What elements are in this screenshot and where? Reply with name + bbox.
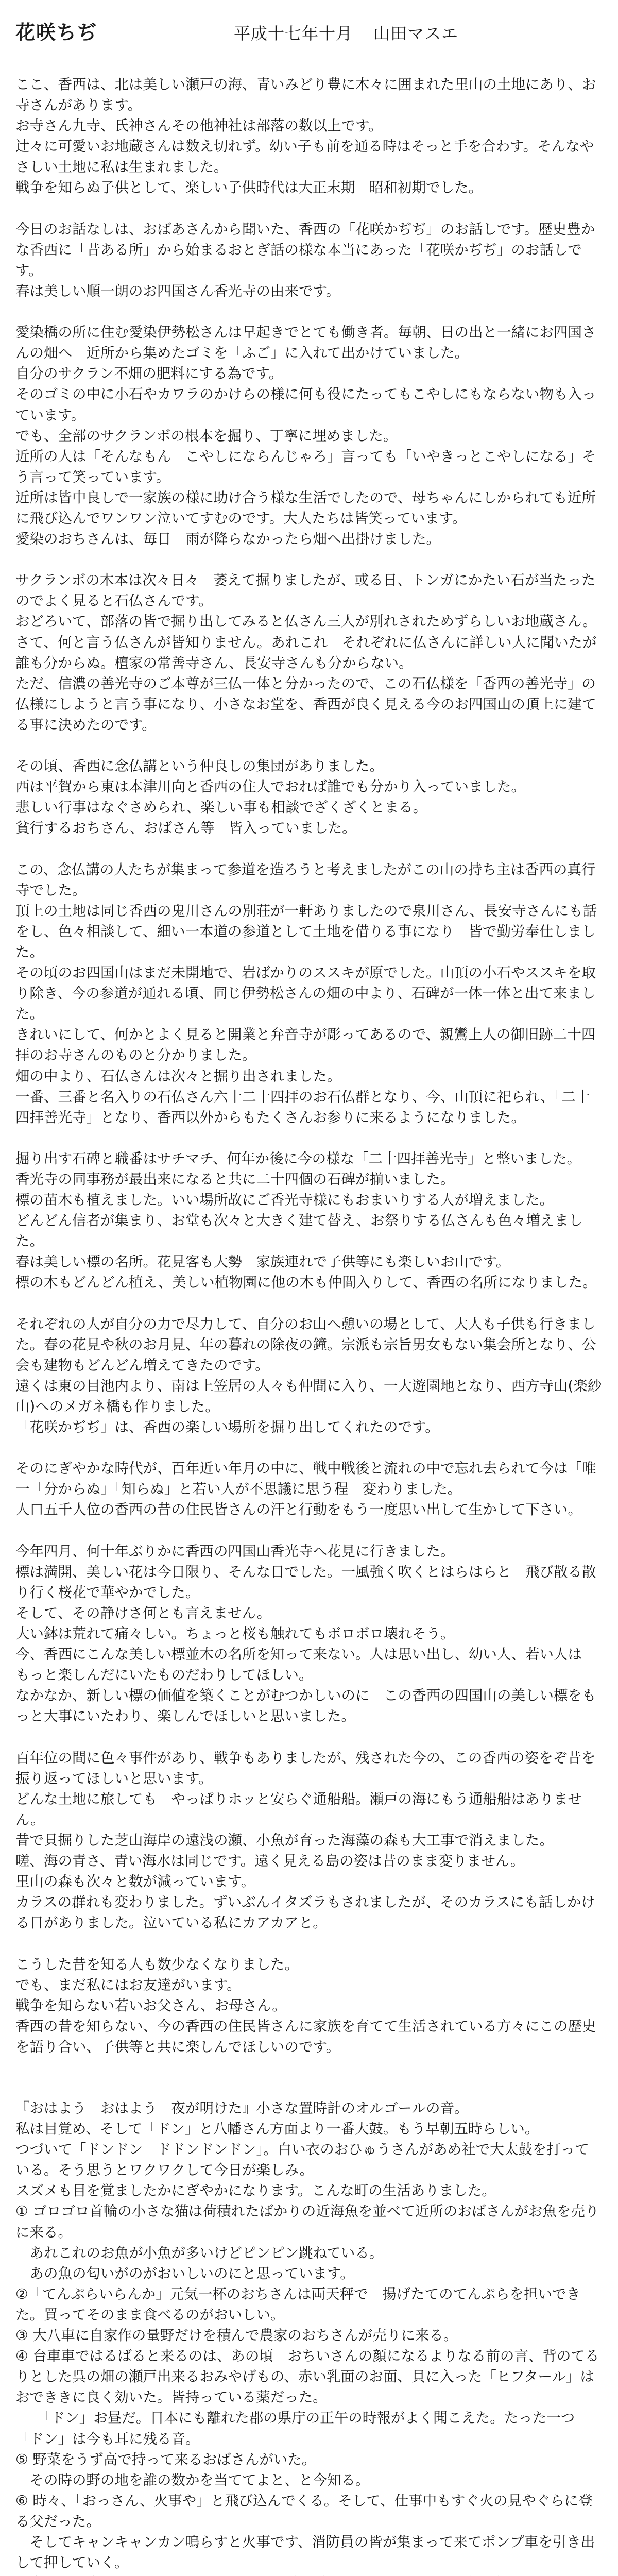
text-line: 『おはよう おはよう 夜が明けた』小さな置時計のオルゴールの音。 — [15, 2100, 469, 2116]
paragraph-spacer — [15, 1128, 603, 1148]
text-line: サクランボの木本は次々日々 萎えて掘りましたが、或る日、トンガにかたい石が当たったのでよく見ると石仏さんです。 — [15, 572, 596, 609]
text-line: 今日のお話なしは、おばあさんから聞いた、香西の「花咲かぢぢ」のお話しです。歴史豊かな香西に「昔ある所」から始まるおとぎ話の様な本当にあった「花咲かぢぢ」のお話しです。 — [15, 221, 595, 279]
document-page — [15, 16, 603, 2576]
text-line: そのにぎやかな時代が、百年近い年月の中に、戦中戦後と流れの中で忘れ去られて今は「唯一「分からぬ」「知らぬ」と若い人が不思議に思う程 変わりました。 — [15, 1460, 596, 1498]
text-line: 香光寺の同事務が最出来になると共に二十四個の石碑が揃いました。 — [15, 1171, 455, 1188]
text-line: お寺さん九寺、氏神さんその他神社は部落の数以上です。 — [15, 117, 383, 134]
document-date: 平成十七年十月 — [234, 24, 353, 43]
paragraph-spacer — [15, 1933, 603, 1954]
paragraph-spacer — [15, 1293, 603, 1314]
text-line: 遠くは東の目池内より、南は上笠居の人々も仲間に入り、一大遊園地となり、西方寺山(楽紗山)へのメガネ橋も作りました。 — [15, 1377, 602, 1415]
text-line: ⑥ 時々、「おっさん、火事や」と飛び込んでくる。そして、仕事中もすぐ火の見やぐらに登る父だった。 — [15, 2492, 593, 2530]
paragraph — [15, 1148, 603, 1293]
text-line: カラスの群れも変わりました。ずいぶんイタズラもされましたが、そのカラスにも話しかける日がありました。泣いている私にカアカアと。 — [15, 1894, 595, 1931]
text-line: 貧行するおちさん、おばさん等 皆入っていました。 — [15, 820, 356, 837]
text-line: 標の苗木も植えました。いい場所故にご香光寺様にもおまいりする人が増えました。 — [15, 1192, 554, 1209]
text-line: 近所の人は「そんなもん こやしにならんじゃろ」言っても「いやきっとこやしになる」そう言って笑っています。 — [15, 448, 596, 485]
text-line: きれいにして、何かとよく見ると開業と弁音寺が彫ってあるので、親鸞上人の御旧跡二十四拝のお寺さんのものと分かりました。 — [15, 1026, 596, 1064]
document-title: 花咲ちぢ — [15, 21, 98, 44]
text-line: 戦争を知らない若いお父さん、お母さん。 — [15, 1997, 286, 2014]
document-body — [15, 74, 603, 2576]
text-line: 標は満開、美しい花は今日限り、そんな日でした。一風強く吹くとはらはらと 飛び散る散り行く桜花で華やかでした。 — [15, 1563, 596, 1601]
text-line: 「ドン」お昼だ。日本にも離れた郡の県庁の正午の時報がよく聞こえた。たった一つ「ドン」は今も耳に残る音。 — [15, 2410, 575, 2447]
text-line: さて、何と言う仏さんが皆知りません。あれこれ それぞれに仏さんに詳しい人に聞いたが誰も分からぬ。檀家の常善寺さん、長安寺さんも分からない。 — [15, 634, 597, 671]
text-line: ① ゴロゴロ首輪の小さな猫は荷積れたばかりの近海魚を並べて近所のおばさんがお魚を売りに来る。 — [15, 2203, 599, 2241]
text-line: 戦争を知らぬ子供として、楽しい子供時代は大正末期 昭和初期でした。 — [15, 179, 483, 196]
text-line: 百年位の間に色々事件があり、戦争もありましたが、残された今の、この香西の姿をぞ昔を振り返ってほしいと思います。 — [15, 1749, 596, 1787]
text-line: 「花咲かぢぢ」は、香西の楽しい場所を掘り出してくれたのです。 — [15, 1419, 439, 1436]
text-line: でも、まだ私にはお友達がいます。 — [15, 1976, 241, 1993]
text-line: 春は美しい順一朗のお四国さん香光寺の由来です。 — [15, 282, 340, 299]
text-line: そのゴミの中に小石やカワラのかけらの様に何も役にたってもこやしにもならない物も入っています。 — [15, 386, 596, 423]
text-line: あれこれのお魚が小魚が多いけどピンピン跳ねている。 — [15, 2244, 384, 2261]
text-line: その頃、香西に念仏講という仲良しの集団がありました。 — [15, 758, 384, 775]
text-line: 標の木もどんどん植え、美しい植物園に他の木も仲間入りして、香西の名所になりました。 — [15, 1274, 597, 1291]
text-line: その頃のお四国山はまだ未開地で、岩ばかりのススキが原でした。山頂の小石やススキを取り除き、今の参道が通れる頃、同じ伊勢松さんの畑の中より、石碑が一体一体と出て来ました。 — [15, 964, 596, 1023]
text-line: ②「てんぷらいらんか」元気一杯のおちさんは両天秤で 揚げたてのてんぷらを担いできた。買ってそのまま食べるのがおいしい。 — [15, 2285, 581, 2323]
text-line: 愛染橋の所に住む愛染伊勢松さんは早起きでとても働き者。毎朝、日の出と一緒にお四国さんの畑へ 近所から集めたゴミを「ふご」に入れて出かけていました。 — [15, 324, 596, 362]
text-line: 辻々に可愛いお地蔵さんは数え切れず。幼い子も前を通る時はそっと手を合わす。そんなやさしい土地に私は生まれました。 — [15, 138, 594, 176]
text-line: ただ、信濃の善光寺のご本尊が三仏一体と分かったので、この石仏様を「香西の善光寺」の仏様にしようと言う事になり、小さなお堂を、香西が良く見える今のお四国山の頂上に建てる事に決めたのです。 — [15, 675, 596, 733]
text-line: 自分のサクラン不畑の肥料にする為です。 — [15, 365, 283, 382]
text-line: 大い鉢は荒れて痛々しい。ちょっと桜も触れてもボロボロ壊れそう。 — [15, 1625, 455, 1642]
text-line: でも、全部のサクランボの根本を掘り、丁寧に埋めました。 — [15, 427, 398, 444]
text-line: 頂上の土地は同じ香西の鬼川さんの別荘が一軒ありましたので泉川さん、長安寺さんにも話をし、色々相談して、細い一本道の参道として土地を借りる事になり 皆で勤労奉仕しました。 — [15, 902, 597, 960]
paragraph — [15, 1314, 603, 1438]
text-line: 悲しい行事はなぐさめられ、楽しい事も相談でざくざくとまる。 — [15, 799, 427, 816]
text-line: 今、香西にこんな美しい標並木の名所を知って来ない。人は思い出し、幼い人、若い人は もっと楽しんだにいたものだわりしてほしい。 — [15, 1646, 596, 1684]
text-line: その時の野の地を誰の数かを当ててよと、と今知る。 — [15, 2471, 370, 2488]
text-line: 人口五千人位の香西の昔の住民皆さんの汗と行動をもう一度思い出して生かして下さい。 — [15, 1501, 582, 1518]
paragraph-spacer — [15, 549, 603, 570]
text-line: どんな土地に旅しても やっぱりホッと安らぐ通船船。瀬戸の海にもう通船船はありません。 — [15, 1790, 582, 1828]
text-line: ⑤ 野菜をうず高で持って来るおばさんがいた。 — [15, 2451, 316, 2468]
paragraph — [15, 2098, 603, 2576]
text-line: 一番、三番と名入りの石仏さん六十二十四拝のお石仏群となり、今、山頂に祀られ、「二十四拝善光寺」となり、香西以外からもたくさんお参りに来るようになりました。 — [15, 1088, 590, 1126]
paragraph — [15, 1458, 603, 1520]
text-line: 近所は皆中良しで一家族の様に助け合う様な生活でしたので、母ちゃんにしかられても近所に飛び込んでワンワン泣いてすむのです。大人たちは皆笑っています。 — [15, 489, 596, 527]
author-name: 山田マスエ — [373, 24, 459, 43]
paragraph — [15, 570, 603, 735]
paragraph-spacer — [15, 1520, 603, 1541]
text-line: どんどん信者が集まり、お堂も次々と大きく建て替え、お祭りする仏さんも色々増えました。 — [15, 1212, 583, 1250]
text-line: そして、その静けさ何とも言えません。 — [15, 1604, 271, 1621]
text-line: 掘り出す石碑と職番はサチマチ、何年か後に今の様な「二十四拝善光寺」と整いました。 — [15, 1150, 581, 1167]
text-line: ④ 台車車ではるばると来るのは、あの頃 おちいさんの顔になるよりなる前の言、背のてるりとした呉の畑の瀬戸出来るおみやげもの、赤い乳面のお面、貝に入った「ヒフタール」はおでききに良く効いた。皆持っている薬だった。 — [15, 2348, 599, 2406]
text-line: あの魚の匂いがのがおいしいのにと思っています。 — [15, 2265, 354, 2282]
paragraph-spacer — [15, 735, 603, 756]
text-line: 昔で貝掘りした芝山海岸の遠浅の瀬、小魚が育った海藻の森も大工事で消えました。 — [15, 1832, 554, 1849]
paragraph — [15, 1748, 603, 1934]
paragraph-spacer — [15, 1727, 603, 1748]
text-line: この、念仏講の人たちが集まって参道を造ろうと考えましたがこの山の持ち主は香西の真行寺でした。 — [15, 861, 596, 899]
paragraph-spacer — [15, 301, 603, 322]
text-line: なかなか、新しい標の価値を築くことがむつかしいのに この香西の四国山の美しい標をもっと大事にいたわり、楽しんでほしいと思いました。 — [15, 1687, 596, 1725]
paragraph-spacer — [15, 1437, 603, 1458]
paragraph — [15, 219, 603, 301]
paragraph-spacer — [15, 198, 603, 219]
text-line: ③ 大八車に自家作の量野だけを積んで農家のおちさんが売りに来る。 — [15, 2327, 458, 2344]
text-line: 私は目覚め、そして「ドン」と八幡さん方面より一番大鼓。もう早朝五時らしい。 — [15, 2121, 539, 2138]
text-line: そしてキャンキャンカン鳴らすと火事です、消防員の皆が集まって来てポンプ車を引き出して押していく。 — [15, 2533, 595, 2571]
paragraph — [15, 74, 603, 198]
paragraph-spacer — [15, 838, 603, 859]
text-line: スズメも目を覚ましたかにぎやかになります。こんな町の生活ありました。 — [15, 2182, 496, 2199]
text-line: 今年四月、何十年ぶりかに香西の四国山香光寺へ花見に行きました。 — [15, 1543, 455, 1560]
text-line: 春は美しい標の名所。花見客も大勢 家族連れで子供等にも楽しいお山です。 — [15, 1253, 510, 1270]
text-line: つづいて「ドンドン ドドンドンドン」。白い衣のおひゅうさんがあめ社で大太鼓を打っている。そう思うとワクワクして今日が楽しみ。 — [15, 2141, 589, 2179]
text-line — [15, 2573, 603, 2576]
document-header — [15, 16, 603, 47]
paragraph — [15, 1954, 603, 2057]
text-line: それぞれの人が自分の力で尽力して、自分のお山へ憩いの場として、大人も子供も行きました。春の花見や秋のお月見、年の暮れの除夜の鐘。宗派も宗旨男女もない集会所となり、公会も建物もどんどん増えてきたのです。 — [15, 1315, 596, 1374]
text-line: おどろいて、部落の皆で掘り出してみると仏さん三人が別れされためずらしいお地蔵さん。 — [15, 613, 597, 630]
text-line: 里山の森も次々と数が減っています。 — [15, 1873, 255, 1890]
text-line: 愛染のおちさんは、毎日 雨が降らなかったら畑へ出掛けました。 — [15, 531, 440, 548]
text-line: 香西の昔を知らない、今の香西の住民皆さんに家族を育てて生活されている方々にこの歴史を語り合い、子供等と共に楽しんでほしいのです。 — [15, 2018, 596, 2055]
byline — [234, 21, 458, 44]
text-line: 畑の中より、石仏さんは次々と掘り出されました。 — [15, 1067, 341, 1084]
text-line: こうした昔を知る人も数少なくなりました。 — [15, 1956, 299, 1973]
text-line: 西は平賀から東は本津川向と香西の住人でおれば誰でも分かり入っていました。 — [15, 778, 525, 795]
paragraph — [15, 1541, 603, 1727]
text-line: ここ、香西は、北は美しい瀬戸の海、青いみどり豊に木々に囲まれた里山の土地にあり、お寺さんがあります。 — [15, 76, 596, 114]
paragraph — [15, 322, 603, 549]
paragraph — [15, 756, 603, 838]
paragraph — [15, 859, 603, 1128]
text-line: 嗟、海の青さ、青い海水は同じです。遠く見える島の姿は昔のまま変りません。 — [15, 1853, 525, 1870]
